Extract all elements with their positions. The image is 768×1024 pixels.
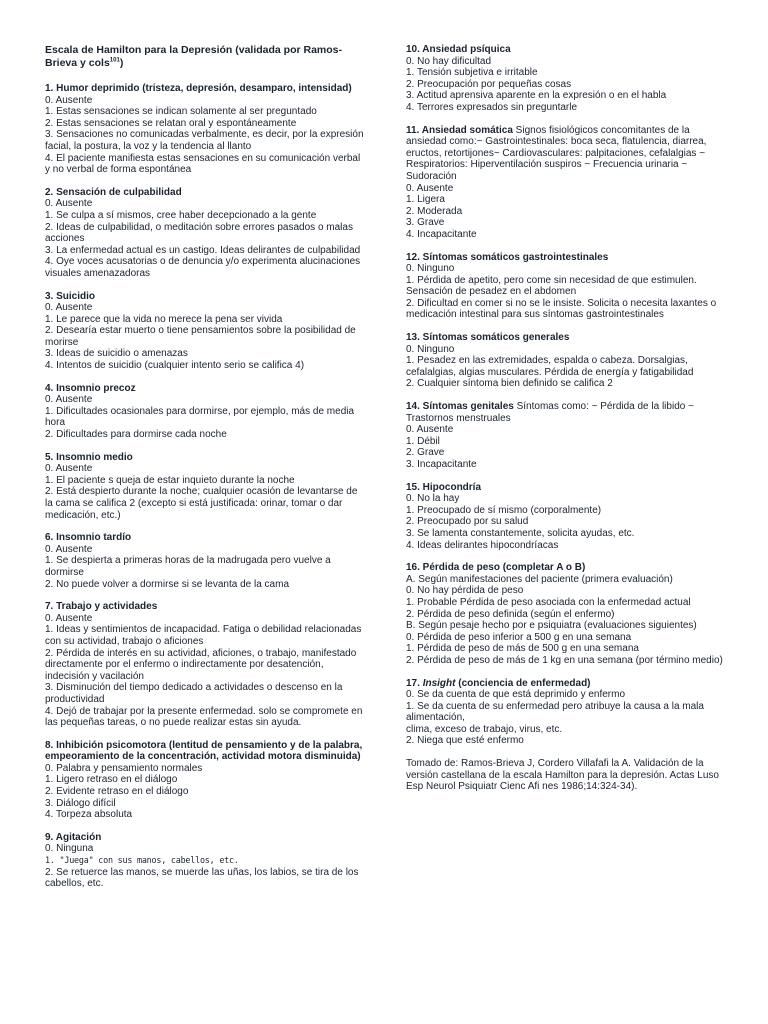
item-heading: 3. Suicidio — [45, 290, 96, 302]
item-option: 2. No puede volver a dormirse si se levanta de la cama — [45, 578, 290, 590]
item-option: 1. Pérdida de peso de más de 500 g en una semana — [406, 643, 639, 655]
item-option: 1. Tensión subjetiva e irritable — [406, 67, 538, 79]
item-option: 2. Estas sensaciones se relatan oral y espontáneamente — [45, 117, 297, 129]
item-heading: 16. Pérdida de peso (completar A o B) — [406, 562, 586, 574]
scale-item-8 — [45, 740, 365, 821]
item-option: 2. Pérdida de peso de más de 1 kg en una semana (por término medio) — [406, 654, 723, 666]
item-option: 0. Ausente — [45, 394, 93, 406]
item-option: 2. Evidente retraso en el diálogo — [45, 786, 189, 798]
item-option: 2. Desearía estar muerto o tiene pensamientos sobre la posibilidad de morirse — [45, 325, 356, 348]
item-option: 0. Ninguno — [406, 343, 455, 355]
item-option: 3. Incapacitante — [406, 459, 477, 470]
item-option: 1. Probable Pérdida de peso asociada con la enfermedad actual — [406, 596, 691, 608]
item-option: 4. Torpeza absoluta — [45, 809, 133, 821]
item-option: 4. Intentos de suicidio (cualquier intento serio se califica 4) — [45, 360, 305, 372]
scale-item-2 — [45, 187, 365, 280]
item-option: 0. Palabra y pensamiento normales — [45, 762, 203, 774]
item-option: 1. Dificultades ocasionales para dormirse, por ejemplo, más de media hora — [45, 405, 355, 429]
item-option: 1. El paciente s queja de estar inquieto durante la noche — [45, 474, 295, 486]
item-option: B. Según pesaje hecho por e psiquiatra (evaluaciones siguientes) — [406, 620, 697, 632]
scale-item-5 — [45, 452, 365, 522]
item-option: 4. Ideas delirantes hipocondríacas — [406, 539, 559, 551]
item-option: 2. Moderada — [406, 205, 463, 217]
item-heading: 17. Insight (conciencia de enfermedad) — [406, 677, 591, 689]
item-option: 4. Dejó de trabajar por la presente enfermedad. solo se compromete en las pequeñas tareas, o no puede realizar estas sin ayuda. — [45, 705, 363, 729]
item-option: 1. Ligera — [406, 194, 445, 206]
item-option: 1. Se culpa a sí mismos, cree haber decepcionado a la gente — [45, 209, 317, 221]
item-option: 2. Pérdida de interés en su actividad, aficiones, o trabajo, manifestado directamente por el enfermo o indirectamente por desatención, indecisión y vacilación — [45, 647, 357, 682]
item-option: 0. Ausente — [45, 612, 93, 624]
item-option: 2. Ideas de culpabilidad, o meditación sobre errores pasados o malas acciones — [45, 221, 353, 245]
item-option: 0. Ausente — [45, 463, 93, 475]
scale-item-7 — [45, 601, 365, 729]
scale-item-1 — [45, 83, 365, 176]
item-option: clima, exceso de trabajo, virus, etc. — [406, 723, 563, 735]
item-option: 3. Se lamenta constantemente, solicita ayudas, etc. — [406, 527, 635, 539]
item-option: 1. Ligero retraso en el diálogo — [45, 774, 178, 786]
item-option: 2. Dificultad en comer si no se le insiste. Solicita o necesita laxantes o medicación intestinal para sus síntomas gastrointestinales — [406, 297, 717, 321]
item-heading: 7. Trabajo y actividades — [45, 601, 158, 613]
item-option: 0. Ausente — [45, 198, 93, 210]
item-option: 3. Ideas de suicidio o amenazas — [45, 348, 188, 360]
scale-item-13 — [406, 332, 726, 390]
item-option: 1. Pesadez en las extremidades, espalda o cabeza. Dorsalgias, cefalalgias, algias musculares. Pérdida de energía y fatigabilidad — [406, 355, 694, 378]
scale-item-14 — [406, 401, 726, 471]
item-heading: 10. Ansiedad psíquica — [406, 44, 511, 55]
item-option: 1. Estas sensaciones se indican solamente al ser preguntado — [45, 106, 317, 118]
item-option: 0. Ausente — [45, 543, 93, 555]
item-option: 2. Preocupado por su salud — [406, 516, 529, 528]
item-option: 0. No hay dificultad — [406, 55, 492, 67]
item-option: 3. Actitud aprensiva aparente en la expresión o en el habla — [406, 90, 667, 102]
item-option: 3. Grave — [406, 217, 445, 229]
item-option: 0. Ausente — [45, 302, 93, 314]
item-heading: 13. Síntomas somáticos generales — [406, 332, 570, 344]
item-option: 2. Dificultades para dormirse cada noche — [45, 429, 227, 441]
item-option: 0. Ausente — [45, 94, 93, 106]
item-option: 1. Débil — [406, 435, 440, 447]
item-heading: 5. Insomnio medio — [45, 451, 133, 463]
scale-item-12 — [406, 252, 726, 322]
item-option: 4. Oye voces acusatorias o de denuncia y/o experimenta alucinaciones visuales amenazadoras — [45, 256, 361, 279]
scale-item-16 — [406, 562, 726, 666]
item-note: Signos fisiológicos concomitantes de la ansiedad como:~ Gastrointestinales: boca seca, flatulencia, diarrea, eructos, retortijones~ Cardiovasculares: palpitaciones, cefalalgias ~ Respiratorios: Hiperventilación suspiros ~ Frecuencia urinaria ~ Sudoración — [406, 124, 707, 182]
item-heading: 2. Sensación de culpabilidad — [45, 186, 182, 198]
item-heading: 11. Ansiedad somática Signos fisiológicos concomitantes de la ansiedad como:~ Gastrointestinales: boca seca, flatulencia, diarrea, eructos, retortijones~ Cardiovasculares: palpitaciones, cefalalgias ~ Respiratorios: Hiperventilación suspiros ~ Frecuencia urinaria ~ Sudoración — [406, 124, 707, 182]
item-heading: 9. Agitación — [45, 831, 102, 843]
scale-item-3 — [45, 291, 365, 372]
item-option: 0. No hay pérdida de peso — [406, 585, 524, 597]
item-heading: 8. Inhibición psicomotora (lentitud de pensamiento y de la palabra, empeoramiento de la concentración, actividad motora disminuida) — [45, 739, 363, 763]
item-option: 0. Ausente — [406, 424, 454, 436]
item-option: 0. Ausente — [406, 182, 454, 194]
scale-item-4 — [45, 383, 365, 441]
item-option: 3. La enfermedad actual es un castigo. Ideas delirantes de culpabilidad — [45, 244, 361, 256]
item-option: 1. Se despierta a primeras horas de la madrugada pero vuelve a dormirse — [45, 555, 331, 578]
scale-item-10 — [406, 44, 726, 114]
item-option: 0. Se da cuenta de que está deprimido y enfermo — [406, 689, 626, 701]
item-option: 1. Ideas y sentimientos de incapacidad. Fatiga o debilidad relacionadas con su actividad, trabajo o aficiones — [45, 624, 362, 647]
item-heading: 15. Hipocondría — [406, 481, 482, 493]
item-option: 0. Ninguno — [406, 263, 455, 275]
item-option: 1. Preocupado de sí mismo (corporalmente) — [406, 504, 602, 516]
scale-item-11 — [406, 125, 726, 241]
item-option: 2. Preocupación por pequeñas cosas — [406, 78, 572, 90]
item-heading: 12. Síntomas somáticos gastrointestinales — [406, 251, 609, 263]
right-column — [406, 44, 726, 793]
item-option: 1. Se da cuenta de su enfermedad pero atribuye la causa a la mala alimentación, — [406, 700, 704, 724]
scale-item-9 — [45, 832, 365, 890]
reference-citation: Tomado de: Ramos-Brieva J, Cordero Villafafi la A. Validación de la versión castellana de la escala Hamilton para la depresión. Actas Luso Esp Neurol Psiquiatr Cienc Afi nes 1986;14:324-34). — [406, 758, 719, 793]
item-option: 2. Está despierto durante la noche; cualquier ocasión de levantarse de la cama se califica 2 (excepto si está justificada: orinar, tomar o dar medicación, etc.) — [45, 486, 358, 521]
item-heading: 14. Síntomas genitales Síntomas como: ~ Pérdida de la libido ~ Trastornos menstruales — [406, 401, 694, 424]
item-option: 3. Diálogo difícil — [45, 797, 116, 809]
item-option: 2. Niega que esté enfermo — [406, 735, 524, 747]
item-option: 0. Ninguna — [45, 843, 94, 855]
item-heading: 1. Humor deprimido (tristeza, depresión, desamparo, intensidad) — [45, 83, 352, 94]
item-option: 1. Pérdida de apetito, pero come sin necesidad de que estimulen. Sensación de pesadez en el abdomen — [406, 274, 697, 298]
item-option: 3. Disminución del tiempo dedicado a actividades o descenso en la productividad — [45, 682, 343, 705]
scale-item-6 — [45, 532, 365, 590]
item-option: 4. Terrores expresados sin preguntarle — [406, 101, 578, 113]
left-column — [45, 44, 365, 901]
item-heading: 6. Insomnio tardío — [45, 532, 132, 544]
item-option: 2. Cualquier síntoma bien definido se califica 2 — [406, 378, 613, 390]
item-option: A. Según manifestaciones del paciente (primera evaluación) — [406, 573, 673, 585]
item-option: 2. Grave — [406, 447, 445, 459]
item-note: Síntomas como: ~ Pérdida de la libido ~ Trastornos menstruales — [406, 401, 694, 424]
item-option: 1. "Juega" con sus manos, cabellos, etc. — [45, 855, 239, 866]
item-option: 3. Sensaciones no comunicadas verbalmente, es decir, por la expresión facial, la postura, la voz y la tendencia al llanto — [45, 129, 364, 152]
item-option: 0. Pérdida de peso inferior a 500 g en una semana — [406, 631, 632, 643]
item-heading: 4. Insomnio precoz — [45, 382, 136, 394]
item-option: 4. El paciente manifiesta estas sensaciones en su comunicación verbal y no verbal de forma espontánea — [45, 152, 361, 176]
scale-item-15 — [406, 482, 726, 552]
document-title: Escala de Hamilton para la Depresión (validada por Ramos-Brieva y cols$^{101}$) — [45, 44, 343, 69]
item-option: 2. Pérdida de peso definida (según el enfermo) — [406, 608, 615, 620]
item-option: 0. No la hay — [406, 493, 460, 505]
item-option: 2. Se retuerce las manos, se muerde las uñas, los labios, se tira de los cabellos, etc. — [45, 866, 359, 890]
item-option: 1. Le parece que la vida no merece la pena ser vivida — [45, 313, 283, 325]
scale-item-17 — [406, 678, 726, 748]
item-option: 4. Incapacitante — [406, 228, 477, 240]
